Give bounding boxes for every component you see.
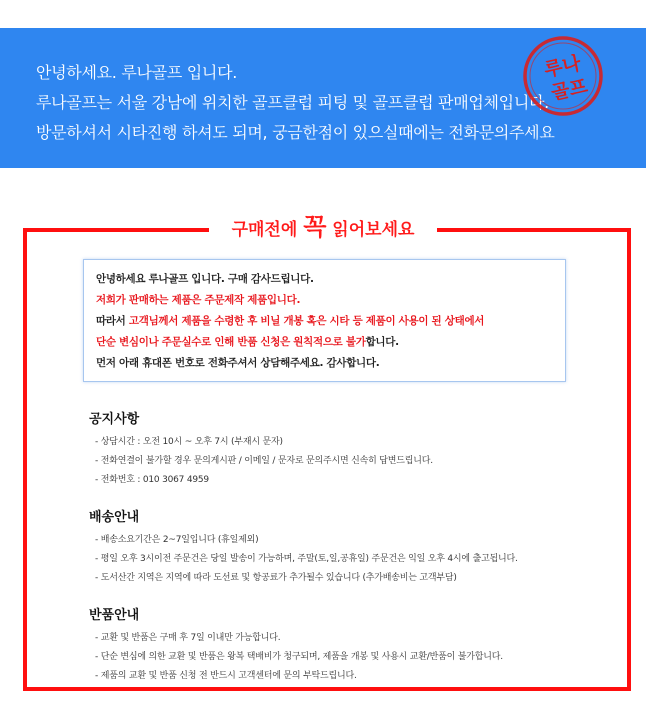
section-returns <box>89 606 503 686</box>
section-notices <box>89 410 433 490</box>
list-item: - 제품의 교환 및 반품 신청 전 반드시 고객센터에 문의 부탁드립니다. <box>95 671 357 681</box>
frame-top-left-line <box>23 228 209 232</box>
notice-no-return-suffix: 합니다. <box>365 336 399 348</box>
list-item: - 배송소요기간은 2~7일입니다 (휴일제외) <box>95 535 259 545</box>
notice-no-return-text: 단순 변심이나 주문실수로 인해 반품 신청은 원칙적으로 불가 <box>96 336 366 348</box>
order-notice-box <box>83 259 566 382</box>
svg-text:골프: 골프 <box>549 75 590 105</box>
notice-condition-text: 고객님께서 제품을 수령한 후 비닐 개봉 혹은 시타 등 제품이 사용이 된 상태에서 <box>128 315 485 327</box>
banner-line-about: 루나골프는 서울 강남에 위치한 골프클럽 피팅 및 골프클럽 판매업체입니다. <box>36 93 549 112</box>
list-item: - 전화연결이 불가할 경우 문의게시판 / 이메일 / 문자로 문의주시면 신속히 답변드립니다. <box>95 456 433 466</box>
heading-emphasis: 꼭 <box>303 213 327 241</box>
section-title: 반품안내 <box>89 608 140 623</box>
banner-line-greeting: 안녕하세요. 루나골프 입니다. <box>36 63 238 82</box>
read-before-purchase-heading <box>209 213 437 244</box>
section-title: 배송안내 <box>89 510 140 525</box>
notice-call-first: 먼저 아래 휴대폰 번호로 전화주셔서 상담해주세요. 감사합니다. <box>96 357 380 369</box>
list-item: - 평일 오후 3시이전 주문건은 당일 발송이 가능하며, 주말(토,일,공휴일) 주문건은 익일 오후 4시에 출고됩니다. <box>95 554 518 564</box>
list-item: - 단순 변심에 의한 교환 및 반품은 왕복 택배비가 청구되며, 제품을 개봉 및 사용시 교환/반품이 불가합니다. <box>95 652 503 662</box>
list-item: - 전화번호 : 010 3067 4959 <box>95 475 209 485</box>
notice-custom-made: 저희가 판매하는 제품은 주문제작 제품입니다. <box>96 294 301 306</box>
notice-condition <box>96 311 565 332</box>
section-title: 공지사항 <box>89 412 140 427</box>
list-item: - 교환 및 반품은 구매 후 7일 이내만 가능합니다. <box>95 633 281 643</box>
notice-greeting: 안녕하세요 루나골프 입니다. 구매 감사드립니다. <box>96 273 314 285</box>
notice-condition-prefix: 따라서 <box>96 315 129 327</box>
notice-no-return <box>96 332 565 353</box>
luna-golf-seal-stamp <box>520 33 606 119</box>
list-item: - 도서산간 지역은 지역에 따라 도선료 및 항공료가 추가될수 있습니다 (추가배송비는 고객부담) <box>95 573 457 583</box>
heading-post: 읽어보세요 <box>332 220 415 240</box>
svg-text:루나: 루나 <box>542 52 583 82</box>
frame-top-right-line <box>437 228 631 232</box>
section-shipping <box>89 508 518 588</box>
list-item: - 상담시간 : 오전 10시 ~ 오후 7시 (부재시 문자) <box>95 437 283 447</box>
banner-line-visit: 방문하셔서 시타진행 하셔도 되며, 궁금한점이 있으실때에는 전화문의주세요 <box>36 123 555 142</box>
heading-pre: 구매전에 <box>231 220 298 240</box>
